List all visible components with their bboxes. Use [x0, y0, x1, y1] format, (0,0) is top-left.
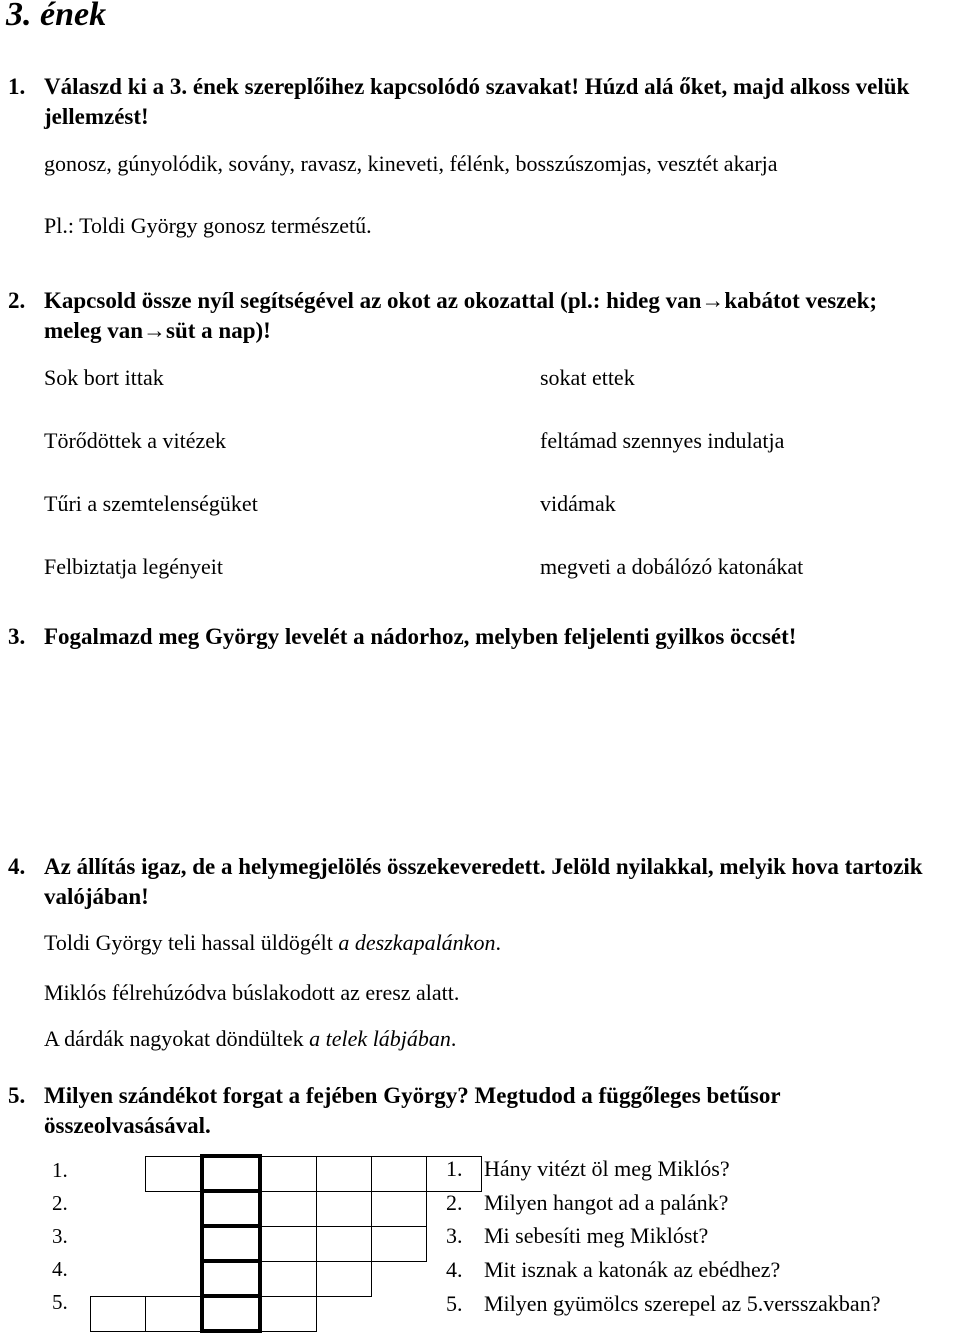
grid-spacer — [372, 1296, 427, 1331]
crossword-cell[interactable] — [91, 1296, 146, 1331]
crossword-row — [91, 1296, 482, 1331]
row-number: 4. — [52, 1257, 68, 1281]
key-column-cell[interactable] — [202, 1191, 260, 1226]
effect-item: feltámad szennyes indulatja — [540, 428, 785, 453]
question-number: 5. — [8, 1083, 26, 1108]
crossword-row — [91, 1226, 482, 1261]
grid-spacer — [91, 1226, 146, 1261]
effect-item: sokat ettek — [540, 365, 635, 390]
statement-1: Toldi György teli hassal üldögélt a deszkapalánkon. — [44, 930, 501, 955]
crossword-cell[interactable] — [146, 1156, 203, 1191]
row-number: 5. — [52, 1290, 68, 1314]
cause-item: Felbiztatja legényeit — [44, 554, 223, 579]
question-text: meleg van — [44, 318, 144, 343]
question-text: Kapcsold össze nyíl segítségével az okot az okozattal (pl.: hideg van — [44, 288, 702, 313]
row-number: 1. — [52, 1158, 68, 1182]
question-text: süt a nap)! — [166, 318, 271, 343]
row-number: 3. — [52, 1224, 68, 1248]
crossword-cell[interactable] — [317, 1156, 372, 1191]
key-column-cell[interactable] — [202, 1226, 260, 1261]
question-1 — [8, 72, 948, 134]
grid-spacer — [146, 1226, 203, 1261]
grid-spacer — [146, 1191, 203, 1226]
crossword-cell[interactable] — [372, 1191, 427, 1226]
key-column-cell[interactable] — [202, 1156, 260, 1191]
crossword-cell[interactable] — [317, 1226, 372, 1261]
crossword-cell[interactable] — [260, 1261, 317, 1296]
cause-item: Törődöttek a vitézek — [44, 428, 227, 453]
cause-item: Sok bort ittak — [44, 365, 164, 390]
grid-spacer — [91, 1191, 146, 1226]
crossword-cell[interactable] — [146, 1296, 203, 1331]
statement-3: A dárdák nagyokat döndültek a telek lábjában. — [44, 1026, 457, 1051]
question-text: kabátot veszek; — [724, 288, 878, 313]
question-text: Az állítás igaz, de a helymegjelölés összekeveredett. Jelöld nyilakkal, melyik hova tartozik valójában! — [44, 854, 923, 909]
row-number: 2. — [52, 1191, 68, 1215]
question-number: 4. — [8, 854, 26, 879]
crossword-cell[interactable] — [372, 1226, 427, 1261]
crossword-row — [91, 1191, 482, 1226]
question-number: 3. — [8, 624, 26, 649]
crossword-grid — [90, 1154, 482, 1333]
grid-spacer — [146, 1261, 203, 1296]
clue-list: 1. Hány vitézt öl meg Miklós? 2. Milyen hangot ad a palánk? 3. Mi sebesíti meg Miklóst? 4. Mit isznak a katonák az ebédhez? 5. Milyen gyümölcs szerepel az 5.versszakban? — [446, 1156, 881, 1316]
crossword-row — [91, 1156, 482, 1191]
question-3 — [8, 622, 948, 654]
example-sentence: Pl.: Toldi György gonosz természetű. — [44, 213, 372, 238]
effect-item: megveti a dobálózó katonákat — [540, 554, 804, 579]
crossword-cell[interactable] — [317, 1191, 372, 1226]
crossword-cell[interactable] — [260, 1191, 317, 1226]
question-2 — [8, 286, 958, 348]
cause-item: Tűri a szemtelenségüket — [44, 491, 258, 516]
key-column-cell[interactable] — [202, 1296, 260, 1331]
key-column-cell[interactable] — [202, 1261, 260, 1296]
crossword-cell[interactable] — [372, 1156, 427, 1191]
grid-spacer — [372, 1261, 427, 1296]
grid-spacer — [91, 1261, 146, 1296]
arrow-icon: → — [143, 318, 167, 343]
question-4 — [8, 852, 948, 914]
statement-2: Miklós félrehúzódva búslakodott az eresz alatt. — [44, 980, 460, 1005]
question-text: Fogalmazd meg György levelét a nádorhoz, melyben feljelenti gyilkos öccsét! — [44, 624, 797, 649]
question-number: 2. — [8, 288, 26, 313]
question-number: 1. — [8, 74, 26, 99]
grid-spacer — [317, 1296, 372, 1331]
crossword-row — [91, 1261, 482, 1296]
grid-spacer — [91, 1156, 146, 1191]
page-title: 3. ének — [6, 0, 107, 33]
question-text: Milyen szándékot forgat a fejében György? Megtudod a függőleges betűsor összeolvasásával. — [44, 1083, 781, 1138]
crossword-cell[interactable] — [260, 1296, 317, 1331]
question-text: Válaszd ki a 3. ének szereplőihez kapcsolódó szavakat! Húzd alá őket, majd alkoss velük jellemzést! — [44, 74, 910, 129]
word-list: gonosz, gúnyolódik, sovány, ravasz, kineveti, félénk, bosszúszomjas, vesztét akarja — [44, 151, 778, 176]
question-5 — [8, 1081, 948, 1143]
crossword-cell[interactable] — [317, 1261, 372, 1296]
crossword-cell[interactable] — [260, 1226, 317, 1261]
effect-item: vidámak — [540, 491, 616, 516]
arrow-icon: → — [701, 288, 725, 313]
crossword-cell[interactable] — [260, 1156, 317, 1191]
